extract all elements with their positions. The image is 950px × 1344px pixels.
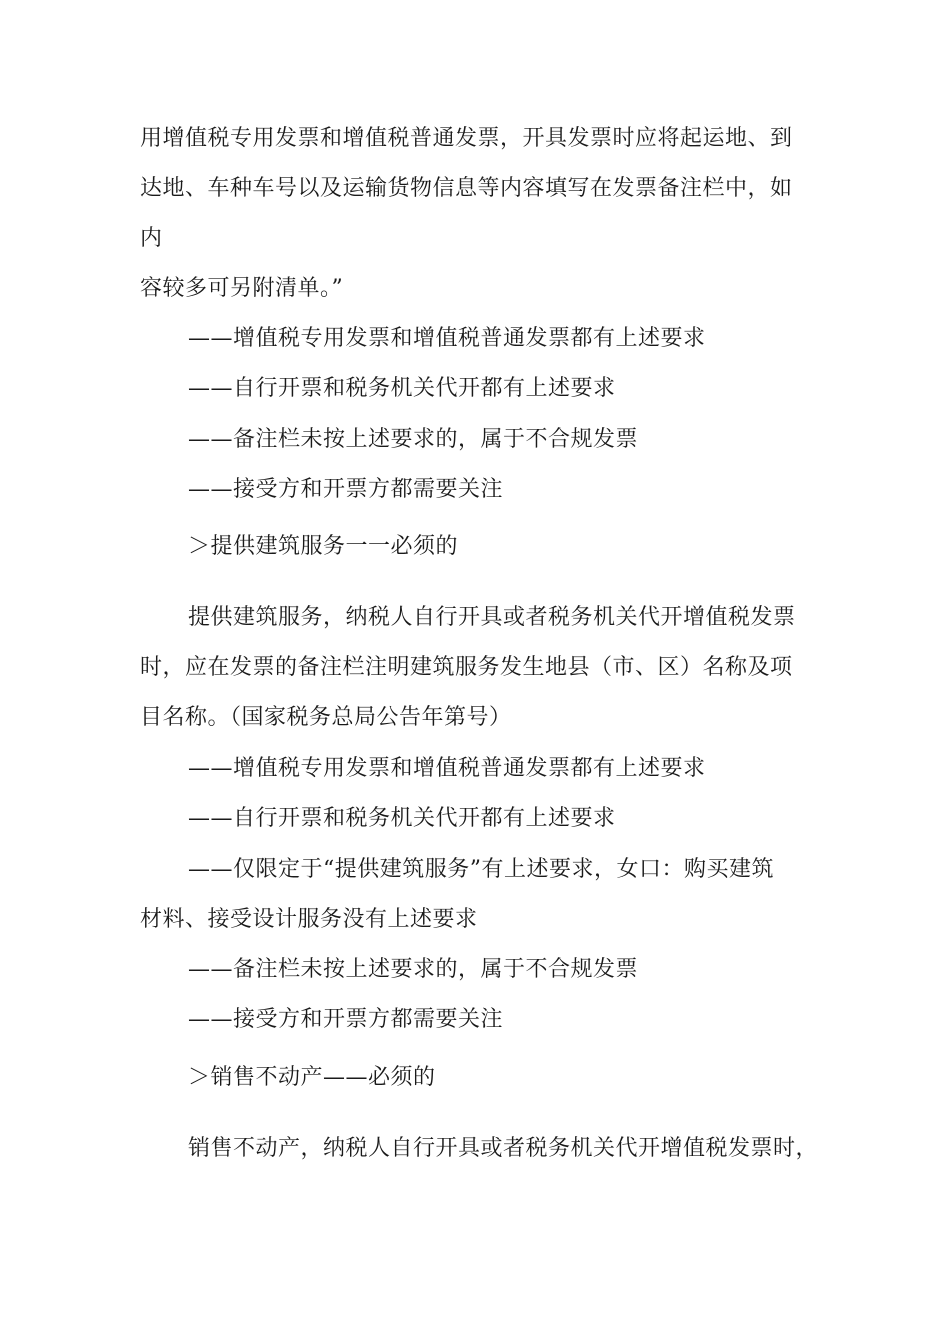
section-heading-construction: ＞提供建筑服务一一必须的 [188, 534, 459, 559]
bullet-line-7: ——仅限定于“提供建筑服务”有上述要求，女口：购买建筑 [188, 857, 774, 882]
bullet-line-8: ——备注栏未按上述要求的，属于不合规发票 [188, 957, 639, 982]
section-heading-real-estate: ＞销售不动产——必须的 [188, 1065, 436, 1090]
bullet-line-2: ——自行开票和税务机关代开都有上述要求 [188, 376, 616, 401]
bullet-line-5: ——增值税专用发票和增值税普通发票都有上述要求 [188, 756, 706, 781]
bullet-line-7-cont: 材料、接受设计服务没有上述要求 [140, 907, 478, 932]
text-line-1: 用增值税专用发票和增值税普通发票，开具发票时应将起运地、到 [140, 126, 793, 151]
paragraph-line-4: 销售不动产，纳税人自行开具或者税务机关代开增值税发票时， [188, 1136, 819, 1161]
bullet-line-9: ——接受方和开票方都需要关注 [188, 1007, 504, 1032]
paragraph-line-3: 目名称。（国家税务总局公告年第号） [140, 705, 512, 730]
text-line-4: 容较多可另附清单。” [140, 276, 344, 301]
paragraph-line-2: 时，应在发票的备注栏注明建筑服务发生地县（市、区）名称及项 [140, 655, 793, 680]
bullet-line-6: ——自行开票和税务机关代开都有上述要求 [188, 806, 616, 831]
bullet-line-1: ——增值税专用发票和增值税普通发票都有上述要求 [188, 326, 706, 351]
text-line-2: 达地、车种车号以及运输货物信息等内容填写在发票备注栏中，如 [140, 176, 793, 201]
bullet-line-3: ——备注栏未按上述要求的，属于不合规发票 [188, 427, 639, 452]
paragraph-line-1: 提供建筑服务，纳税人自行开具或者税务机关代开增值税发票 [188, 605, 796, 630]
bullet-line-4: ——接受方和开票方都需要关注 [188, 477, 504, 502]
text-line-3: 内 [140, 226, 163, 251]
